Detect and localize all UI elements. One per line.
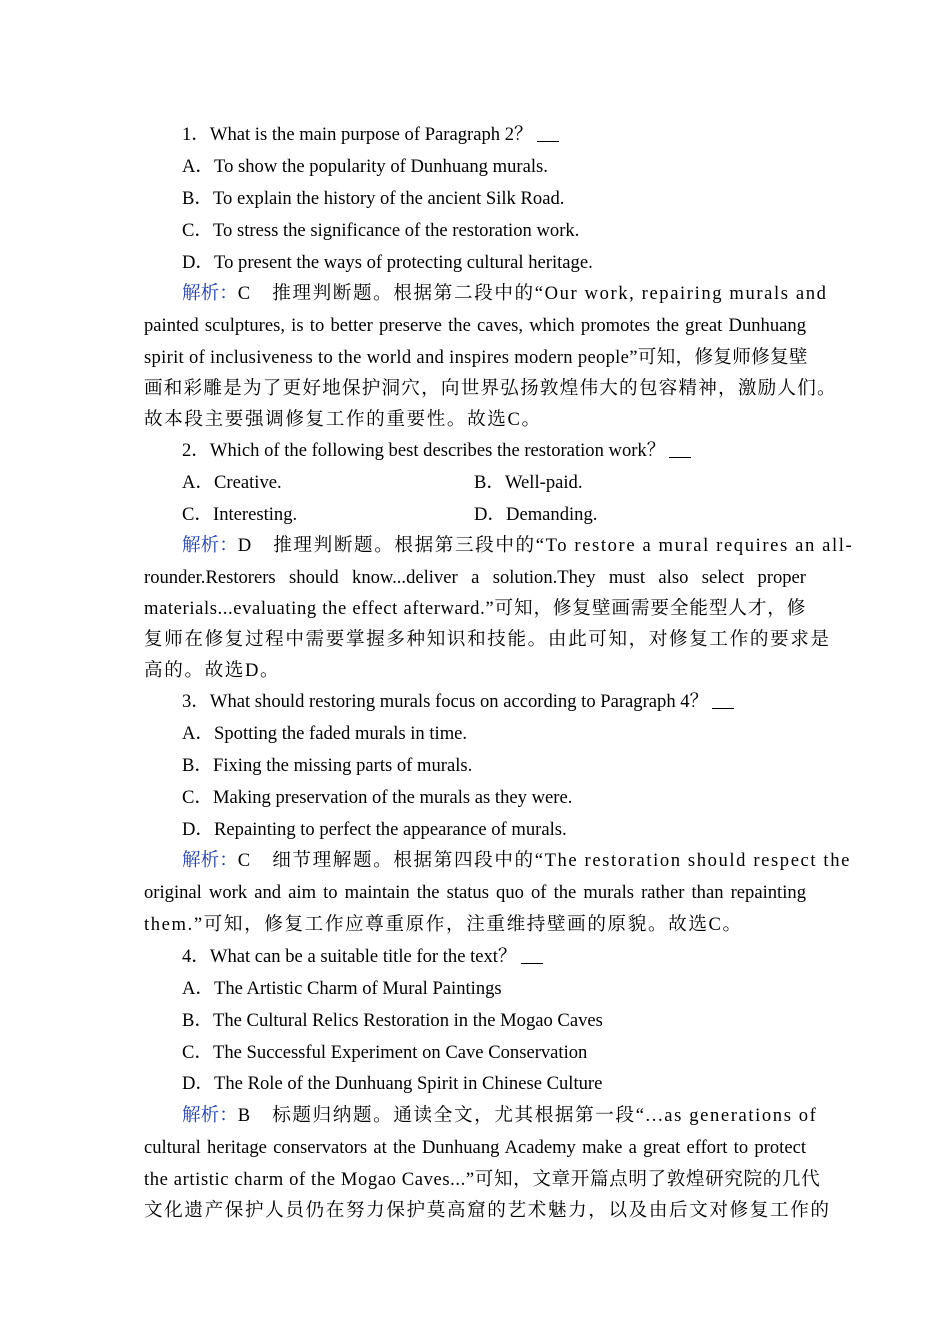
analysis-answer: C — [237, 283, 251, 304]
question-4-analysis-line-2: cultural heritage conservators at the Dunhuang Academy make a great effort to protect — [144, 1137, 806, 1158]
question-4-analysis-line-3: the artistic charm of the Mogao Caves...”可知，文章开篇点明了敦煌研究院的几代 — [144, 1169, 821, 1190]
question-4-stem: 4．What can be a suitable title for the text？ — [182, 941, 806, 973]
answer-blank — [521, 943, 543, 964]
question-4-option-c: C．The Successful Experiment on Cave Conservation — [182, 1042, 588, 1063]
question-1-option-d: D．To present the ways of protecting cultural heritage. — [182, 252, 593, 273]
question-1-analysis-line-4: 画和彩雕是为了更好地保护洞穴，向世界弘扬敦煌伟大的包容精神，激励人们。 — [144, 378, 837, 399]
question-3-stem: 3．What should restoring murals focus on according to Paragraph 4？ — [182, 686, 806, 718]
question-2-options-row-2 — [182, 499, 806, 531]
question-1-option-b: B．To explain the history of the ancient Silk Road. — [182, 188, 565, 209]
question-2-analysis-line-3: materials...evaluating the effect afterward.”可知，修复壁画需要全能型人才，修 — [144, 598, 806, 619]
analysis-label: 解析： — [182, 850, 238, 871]
analysis-answer: D — [237, 535, 252, 556]
question-1-stem: 1．What is the main purpose of Paragraph 2？ — [182, 119, 806, 151]
question-2-option-b: B．Well-paid. — [474, 472, 583, 493]
question-2-option-d: D．Demanding. — [474, 504, 598, 525]
question-2-option-c: C．Interesting. — [182, 504, 298, 525]
question-3-option-b: B．Fixing the missing parts of murals. — [182, 755, 473, 776]
question-2-option-a: A．Creative. — [182, 472, 282, 493]
question-3-analysis-line-2: original work and aim to maintain the status quo of the murals rather than repainting — [144, 882, 806, 903]
analysis-answer: B — [237, 1105, 251, 1126]
question-4-analysis-line-4: 文化遗产保护人员仍在努力保护莫高窟的艺术魅力，以及由后文对修复工作的 — [144, 1200, 831, 1221]
answer-blank — [712, 688, 734, 709]
question-1-analysis-line-5: 故本段主要强调修复工作的重要性。故选C。 — [144, 409, 542, 430]
question-1-analysis-line-3: spirit of inclusiveness to the world and inspires modern people”可知，修复师修复壁 — [144, 347, 808, 368]
question-1-analysis-line-2: painted sculptures, is to better preserve the caves, which promotes the great Dunhuang — [144, 315, 806, 336]
question-4-option-a: A．The Artistic Charm of Mural Paintings — [182, 978, 502, 999]
question-3-analysis-line-3: them.”可知，修复工作应尊重原作，注重维持壁画的原貌。故选C。 — [144, 914, 743, 935]
question-3-option-d: D．Repainting to perfect the appearance of murals. — [182, 819, 567, 840]
answer-blank — [537, 121, 559, 142]
question-4-analysis-line-1: 解析：B 标题归纳题。通读全文，尤其根据第一段“...as generations of — [182, 1105, 818, 1126]
analysis-answer: C — [237, 850, 251, 871]
question-2-stem: 2．Which of the following best describes the restoration work？ — [182, 435, 806, 467]
question-2-analysis-line-5: 高的。故选D。 — [144, 660, 281, 681]
question-2-analysis-line-4: 复师在修复过程中需要掌握多种知识和技能。由此可知，对修复工作的要求是 — [144, 629, 831, 650]
question-2-options-row-1 — [182, 467, 806, 499]
question-2-analysis-line-1: 解析：D 推理判断题。根据第三段中的“To restore a mural requires an all- — [182, 535, 854, 556]
analysis-label: 解析： — [182, 535, 238, 556]
analysis-label: 解析： — [182, 1105, 238, 1126]
question-1-option-a: A．To show the popularity of Dunhuang murals. — [182, 156, 548, 177]
question-3-option-c: C．Making preservation of the murals as they were. — [182, 787, 573, 808]
analysis-label: 解析： — [182, 283, 238, 304]
question-4-option-b: B．The Cultural Relics Restoration in the Mogao Caves — [182, 1010, 603, 1031]
question-1-analysis-line-1: 解析：C 推理判断题。根据第二段中的“Our work, repairing murals and — [182, 283, 828, 304]
question-1-option-c: C．To stress the significance of the restoration work. — [182, 220, 580, 241]
question-4-option-d: D．The Role of the Dunhuang Spirit in Chinese Culture — [182, 1073, 603, 1094]
question-2-analysis-line-2: rounder.Restorers should know...deliver a solution.They must also select proper — [144, 567, 806, 588]
answer-blank — [669, 437, 691, 458]
question-3-option-a: A．Spotting the faded murals in time. — [182, 723, 468, 744]
question-3-analysis-line-1: 解析：C 细节理解题。根据第四段中的“The restoration should respect the — [182, 850, 851, 871]
